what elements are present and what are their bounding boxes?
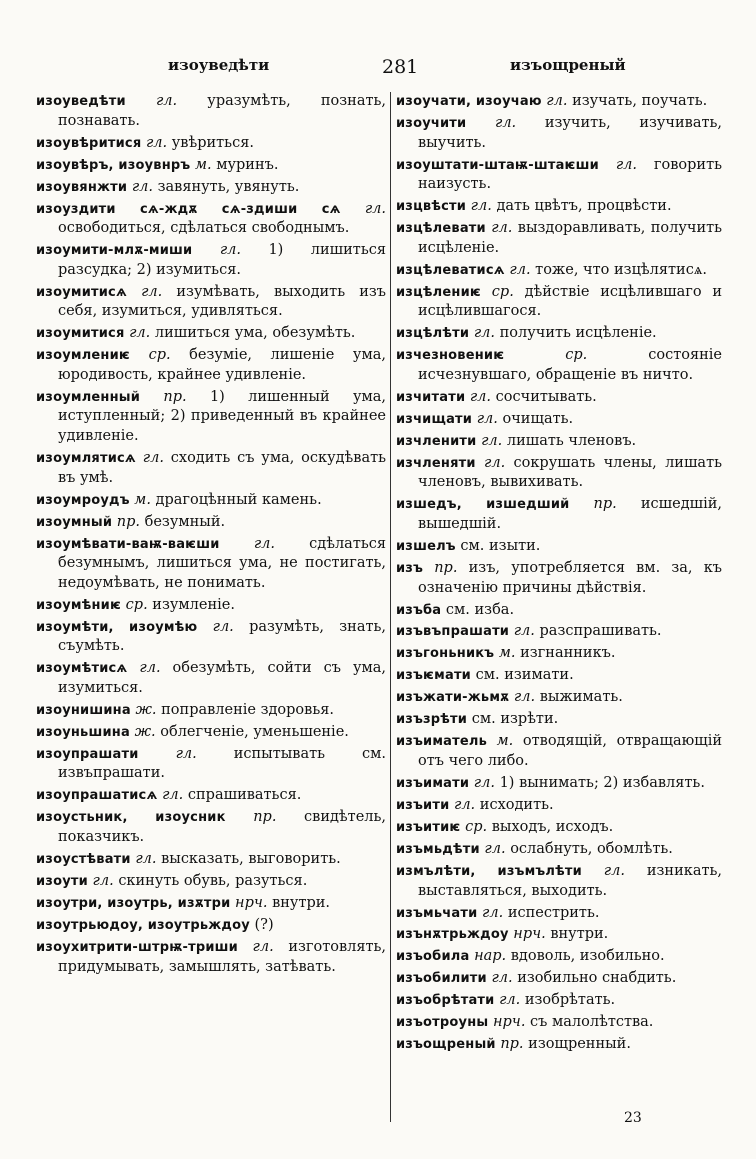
- dictionary-entry: [396, 410, 722, 430]
- dictionary-entry: [396, 796, 722, 816]
- dictionary-entry: [396, 601, 722, 621]
- entry-headword: изъити: [396, 797, 450, 813]
- entry-grammar: гл.: [484, 840, 506, 857]
- dictionary-entry: [36, 808, 386, 847]
- entry-grammar: гл.: [473, 325, 495, 342]
- entry-headword: изъобилити: [396, 971, 487, 987]
- entry-definition: очищать.: [502, 410, 574, 427]
- entry-definition: говорить наизусть.: [418, 156, 723, 193]
- entry-headword: изоумѣвати-ваѭ-ваѥши: [36, 536, 220, 552]
- entry-headword: изшедъ, изшедший: [396, 497, 570, 513]
- entry-grammar: гл.: [482, 904, 504, 921]
- entry-headword: изоумѣниѥ: [36, 597, 122, 613]
- entry-headword: изъвъпрашати: [396, 624, 510, 640]
- entry-headword: изцѣлевати: [396, 221, 486, 237]
- entry-headword: изчитати: [396, 389, 466, 405]
- dictionary-entry: [36, 241, 386, 280]
- dictionary-entry: [396, 537, 722, 557]
- dictionary-entry: [36, 156, 386, 176]
- entry-headword: изоумитисѧ: [36, 284, 127, 300]
- entry-grammar: пр.: [163, 388, 187, 405]
- entry-definition: (?): [254, 916, 274, 933]
- entry-headword: изъобрѣтати: [396, 993, 495, 1009]
- entry-headword: изоучати, изоучаю: [396, 94, 542, 109]
- entry-headword: изоустѣвати: [36, 851, 131, 867]
- dictionary-entry: [396, 454, 722, 493]
- entry-definition: лишиться ума, обезумѣть.: [154, 325, 356, 342]
- dictionary-entry: [396, 156, 722, 195]
- entry-grammar: гл.: [219, 242, 241, 259]
- entry-headword: изчезновениѥ: [396, 348, 505, 364]
- entry-grammar: гл.: [499, 992, 521, 1009]
- entry-grammar: ж.: [134, 723, 156, 740]
- entry-grammar: гл.: [141, 283, 163, 300]
- dictionary-entry: [36, 513, 386, 533]
- entry-grammar: гл.: [92, 872, 114, 889]
- entry-definition: безумный.: [144, 513, 226, 530]
- entry-grammar: гл.: [135, 850, 157, 867]
- dictionary-entry: [36, 596, 386, 616]
- entry-grammar: гл.: [546, 93, 568, 109]
- entry-definition: внутри.: [272, 894, 331, 911]
- entry-definition: состояніе исчезнувшаго, обращеніе въ ничто.: [418, 347, 723, 383]
- entry-headword: изцѣлѣти: [396, 326, 470, 342]
- entry-definition: изощренный.: [528, 1036, 631, 1053]
- entry-definition: внутри.: [550, 926, 609, 943]
- entry-headword: изоумлениѥ: [36, 348, 131, 364]
- entry-headword: изоучити: [396, 115, 467, 131]
- entry-grammar: ср.: [125, 596, 148, 613]
- column-divider: [390, 92, 391, 1122]
- entry-headword: изъощреный: [396, 1037, 496, 1053]
- entry-definition: выжимать.: [539, 689, 623, 706]
- dictionary-entry: [36, 938, 386, 977]
- entry-grammar: м.: [496, 733, 514, 750]
- entry-definition: испытывать см. извъпрашати.: [58, 745, 387, 782]
- entry-definition: выходъ, исходъ.: [491, 818, 614, 835]
- entry-definition: спрашиваться.: [187, 787, 302, 804]
- entry-grammar: гл.: [491, 220, 513, 237]
- entry-definition: сосчитывать.: [495, 388, 597, 405]
- dictionary-entry: [36, 535, 386, 594]
- entry-definition: обезумѣть, сойти съ ума, изумиться.: [58, 660, 387, 696]
- dictionary-entry: [36, 134, 386, 154]
- entry-grammar: гл.: [603, 862, 625, 879]
- dictionary-entry: [396, 559, 722, 598]
- entry-grammar: гл.: [513, 689, 536, 706]
- entry-grammar: гл.: [481, 432, 503, 449]
- entry-grammar: гл.: [484, 454, 506, 471]
- dictionary-entry: [396, 644, 722, 664]
- entry-headword: изоуштати-штаѭ-штаѥши: [396, 157, 599, 173]
- entry-headword: изоупрашати: [36, 746, 139, 762]
- dictionary-entry: [396, 261, 722, 281]
- entry-grammar: гл.: [139, 660, 161, 677]
- dictionary-entry: [396, 925, 722, 945]
- entry-grammar: гл.: [454, 796, 476, 813]
- dictionary-entry: [396, 840, 722, 860]
- entry-definition: изъ, употребляется вм. за, къ означенію причины дѣйствія.: [418, 559, 722, 596]
- entry-grammar: гл.: [212, 618, 234, 635]
- entry-definition: высказать, выговорить.: [161, 850, 341, 867]
- entry-headword: изоутри, изоутрь, изѫтри: [36, 895, 231, 911]
- dictionary-entry: [396, 1013, 722, 1033]
- dictionary-entry: [396, 774, 722, 794]
- entry-definition: сокрушать члены, лишать членовъ, вывихивать.: [418, 454, 722, 491]
- entry-definition: муринъ.: [216, 156, 279, 173]
- entry-definition: изумленіе.: [152, 596, 235, 613]
- entry-definition: испестрить.: [507, 904, 600, 921]
- entry-definition: изникать, выставляться, выходить.: [418, 862, 722, 899]
- entry-grammar: ж.: [135, 701, 157, 718]
- signature-mark: 23: [624, 1110, 642, 1126]
- entry-definition: безуміе, лишеніе ума, юродивость, крайнее удивленіе.: [58, 347, 386, 383]
- entry-definition: см. изрѣти.: [471, 711, 559, 728]
- entry-definition: см. изыти.: [460, 537, 541, 554]
- dictionary-entry: [36, 745, 386, 784]
- entry-grammar: гл.: [615, 156, 638, 173]
- entry-definition: разспрашивать.: [539, 623, 662, 640]
- entry-headword: изъ: [396, 560, 424, 576]
- entry-headword: изоутрьюдоу, изоутрьждоу: [36, 917, 250, 933]
- entry-definition: дѣйствіе исцѣлившаго и исцѣлившагося.: [418, 283, 723, 320]
- entry-headword: изъимати: [396, 775, 470, 791]
- entry-grammar: гл.: [131, 178, 153, 195]
- entry-definition: изучить, изучивать, выучить.: [418, 114, 723, 151]
- dictionary-entry: [36, 701, 386, 721]
- entry-definition: свидѣтель, показчикъ.: [58, 809, 386, 845]
- entry-definition: разумѣть, знать, съумѣть.: [58, 618, 387, 655]
- dictionary-entry: [36, 178, 386, 198]
- dictionary-entry: [36, 618, 386, 657]
- entry-grammar: пр.: [434, 559, 458, 576]
- dictionary-entry: [396, 622, 722, 642]
- dictionary-entry: [36, 324, 386, 344]
- entry-headword: изшелъ: [396, 538, 456, 554]
- entry-definition: исходить.: [479, 796, 554, 813]
- running-head-left: изоуведѣти: [168, 56, 270, 74]
- entry-headword: изоувѣръ, изоувнръ: [36, 157, 191, 173]
- dictionary-entry: [36, 894, 386, 914]
- entry-headword: изоумроудъ: [36, 492, 130, 508]
- entry-grammar: гл.: [252, 938, 274, 955]
- entry-definition: изобрѣтать.: [524, 992, 616, 1009]
- entry-definition: вдоволь, изобильно.: [510, 948, 665, 965]
- entry-headword: изъмьдѣти: [396, 841, 480, 857]
- dictionary-entry: [396, 862, 722, 901]
- dictionary-entry: [36, 659, 386, 698]
- dictionary-entry: [396, 432, 722, 452]
- dictionary-entry: [396, 818, 722, 838]
- entry-grammar: пр.: [593, 496, 617, 513]
- entry-grammar: гл.: [470, 198, 492, 215]
- entry-definition: см. изба.: [445, 601, 515, 618]
- entry-definition: изумѣвать, выходить изъ себя, изумиться, удивляться.: [58, 283, 387, 320]
- entry-definition: скинуть обувь, разуться.: [118, 872, 308, 889]
- entry-definition: уразумѣть, познать, познавать.: [58, 93, 386, 129]
- entry-headword: изчищати: [396, 411, 473, 427]
- dictionary-entry: [396, 688, 722, 708]
- left-column: [36, 92, 386, 979]
- dictionary-entry: [396, 991, 722, 1011]
- entry-definition: изобильно снабдить.: [517, 970, 677, 987]
- entry-definition: выздоравливать, получить исцѣленіе.: [418, 220, 723, 256]
- entry-headword: изчленити: [396, 433, 477, 449]
- dictionary-entry: [396, 219, 722, 258]
- entry-grammar: гл.: [491, 970, 513, 987]
- entry-grammar: ср.: [465, 818, 488, 835]
- dictionary-entry: [36, 872, 386, 892]
- entry-grammar: гл.: [253, 535, 275, 552]
- entry-definition: поправленіе здоровья.: [161, 701, 334, 718]
- entry-grammar: пр.: [116, 513, 140, 530]
- entry-headword: изъитиѥ: [396, 819, 461, 835]
- dictionary-entry: [36, 200, 386, 239]
- entry-definition: исшедшій, вышедшій.: [418, 496, 723, 532]
- dictionary-entry: [36, 283, 386, 322]
- entry-grammar: ср.: [565, 347, 588, 364]
- entry-grammar: гл.: [513, 623, 535, 640]
- entry-grammar: нрч.: [235, 894, 268, 911]
- entry-headword: изоумленный: [36, 389, 141, 405]
- entry-headword: изоумный: [36, 514, 113, 530]
- entry-headword: измълѣти, изъмълѣти: [396, 863, 582, 879]
- entry-definition: 1) лишиться разсудка; 2) изумиться.: [58, 242, 386, 278]
- entry-headword: изъѥмати: [396, 668, 471, 684]
- dictionary-entry: [396, 1035, 722, 1055]
- entry-grammar: ср.: [491, 283, 514, 300]
- entry-grammar: гл.: [495, 114, 517, 131]
- entry-grammar: нрч.: [513, 926, 546, 943]
- entry-headword: изоуньшина: [36, 724, 130, 740]
- entry-headword: изоумитися: [36, 326, 125, 342]
- entry-headword: изцѣлеватисѧ: [396, 262, 505, 278]
- right-column: [396, 92, 722, 1057]
- entry-headword: изоумити-млѫ-миши: [36, 243, 193, 259]
- entry-definition: драгоцѣнный камень.: [155, 491, 322, 508]
- entry-definition: лишать членовъ.: [506, 432, 637, 449]
- dictionary-entry: [396, 346, 722, 385]
- entry-definition: сдѣлаться безумнымъ, лишиться ума, не постигать, недоумѣвать, не понимать.: [58, 535, 387, 591]
- entry-definition: 1) лишенный ума, иступленный; 2) приведенный въ крайнее удивленіе.: [58, 388, 387, 445]
- dictionary-entry: [396, 495, 722, 534]
- entry-grammar: гл.: [129, 325, 151, 342]
- entry-definition: завянуть, увянуть.: [157, 178, 300, 195]
- entry-definition: освободиться, сдѣлаться свободнымъ.: [58, 220, 350, 237]
- dictionary-entry: [396, 904, 722, 924]
- dictionary-entry: [36, 491, 386, 511]
- entry-definition: см. изимати.: [475, 667, 574, 684]
- dictionary-entry: [36, 850, 386, 870]
- dictionary-entry: [396, 732, 722, 771]
- entry-headword: изоустьник, изоусник: [36, 810, 226, 826]
- dictionary-entry: [396, 324, 722, 344]
- entry-grammar: ср.: [148, 347, 171, 364]
- dictionary-entry: [396, 710, 722, 730]
- entry-headword: изцѣлениѥ: [396, 284, 482, 300]
- entry-definition: тоже, что изцѣлятисѧ.: [535, 261, 707, 278]
- dictionary-entry: [396, 92, 722, 112]
- dictionary-entry: [36, 92, 386, 131]
- entry-headword: изъобила: [396, 949, 470, 965]
- entry-headword: изоумлятисѧ: [36, 451, 136, 466]
- entry-headword: изъиматель: [396, 734, 488, 750]
- entry-grammar: гл.: [145, 134, 168, 151]
- entry-grammar: нар.: [474, 948, 507, 965]
- entry-headword: изоуздити сѧ-ждѫ сѧ-здиши сѧ: [36, 201, 341, 217]
- entry-definition: облегченіе, уменьшеніе.: [160, 723, 349, 740]
- entry-grammar: гл.: [469, 388, 492, 405]
- entry-definition: увѣриться.: [171, 134, 254, 151]
- entry-headword: изоувянжти: [36, 179, 128, 195]
- dictionary-entry: [396, 947, 722, 967]
- entry-grammar: гл.: [476, 410, 498, 427]
- dictionary-entry: [36, 723, 386, 743]
- dictionary-entry: [396, 283, 722, 322]
- entry-headword: изъотроуны: [396, 1015, 489, 1031]
- entry-headword: изоупрашатисѧ: [36, 788, 158, 804]
- entry-headword: изоумѣтисѧ: [36, 661, 128, 677]
- entry-definition: изготовлять, придумывать, замышлять, затѣвать.: [58, 938, 387, 975]
- entry-grammar: м.: [134, 491, 151, 508]
- entry-headword: изоуведѣти: [36, 94, 126, 109]
- entry-grammar: пр.: [500, 1036, 524, 1053]
- entry-grammar: гл.: [364, 200, 386, 217]
- entry-headword: изъмьчати: [396, 905, 478, 921]
- dictionary-entry: [36, 449, 386, 488]
- entry-headword: изоути: [36, 873, 88, 889]
- entry-definition: сходить съ ума, оскудѣвать въ умѣ.: [58, 450, 387, 486]
- dictionary-entry: [396, 114, 722, 153]
- dictionary-entry: [396, 969, 722, 989]
- entry-headword: изцвѣсти: [396, 199, 467, 215]
- entry-headword: изоухитрити-штрѭ-триши: [36, 939, 238, 955]
- entry-headword: изоумѣти, изоумѣю: [36, 619, 198, 635]
- entry-headword: изъба: [396, 602, 442, 618]
- dictionary-entry: [396, 666, 722, 686]
- dictionary-entry: [396, 388, 722, 408]
- entry-definition: изгнанникъ.: [520, 645, 616, 662]
- entry-headword: изоувѣритися: [36, 135, 142, 151]
- entry-grammar: гл.: [142, 450, 164, 466]
- entry-definition: ослабнуть, обомлѣть.: [510, 840, 673, 857]
- entry-definition: получить исцѣленіе.: [499, 325, 657, 342]
- entry-headword: изъзрѣти: [396, 712, 468, 728]
- page-number: 281: [382, 56, 419, 78]
- entry-grammar: нрч.: [492, 1014, 526, 1031]
- dictionary-entry: [36, 388, 386, 447]
- entry-grammar: гл.: [155, 93, 178, 109]
- entry-definition: 1) вынимать; 2) избавлять.: [499, 774, 705, 791]
- dictionary-entry: [36, 916, 386, 936]
- dictionary-entry: [396, 197, 722, 217]
- entry-grammar: гл.: [509, 261, 531, 278]
- entry-grammar: гл.: [175, 745, 197, 762]
- entry-definition: отводящій, отвращающій отъ чего либо.: [418, 733, 722, 769]
- entry-grammar: м.: [498, 645, 516, 662]
- entry-headword: изъгоньникъ: [396, 646, 495, 662]
- dictionary-entry: [36, 346, 386, 385]
- entry-headword: изънѫтрьждоу: [396, 927, 509, 943]
- entry-grammar: гл.: [473, 774, 495, 791]
- dictionary-entry: [36, 786, 386, 806]
- entry-definition: съ малолѣтства.: [530, 1014, 654, 1031]
- running-head-right: изъощреный: [510, 56, 626, 74]
- entry-headword: изоунишина: [36, 702, 131, 718]
- entry-grammar: м.: [194, 156, 212, 173]
- entry-headword: изчленяти: [396, 455, 476, 471]
- entry-grammar: пр.: [253, 809, 277, 826]
- entry-grammar: гл.: [162, 787, 184, 804]
- entry-definition: дать цвѣтъ, процвѣсти.: [496, 198, 672, 215]
- entry-headword: изъжати-жьмѫ: [396, 690, 510, 706]
- entry-definition: изучать, поучать.: [572, 93, 708, 109]
